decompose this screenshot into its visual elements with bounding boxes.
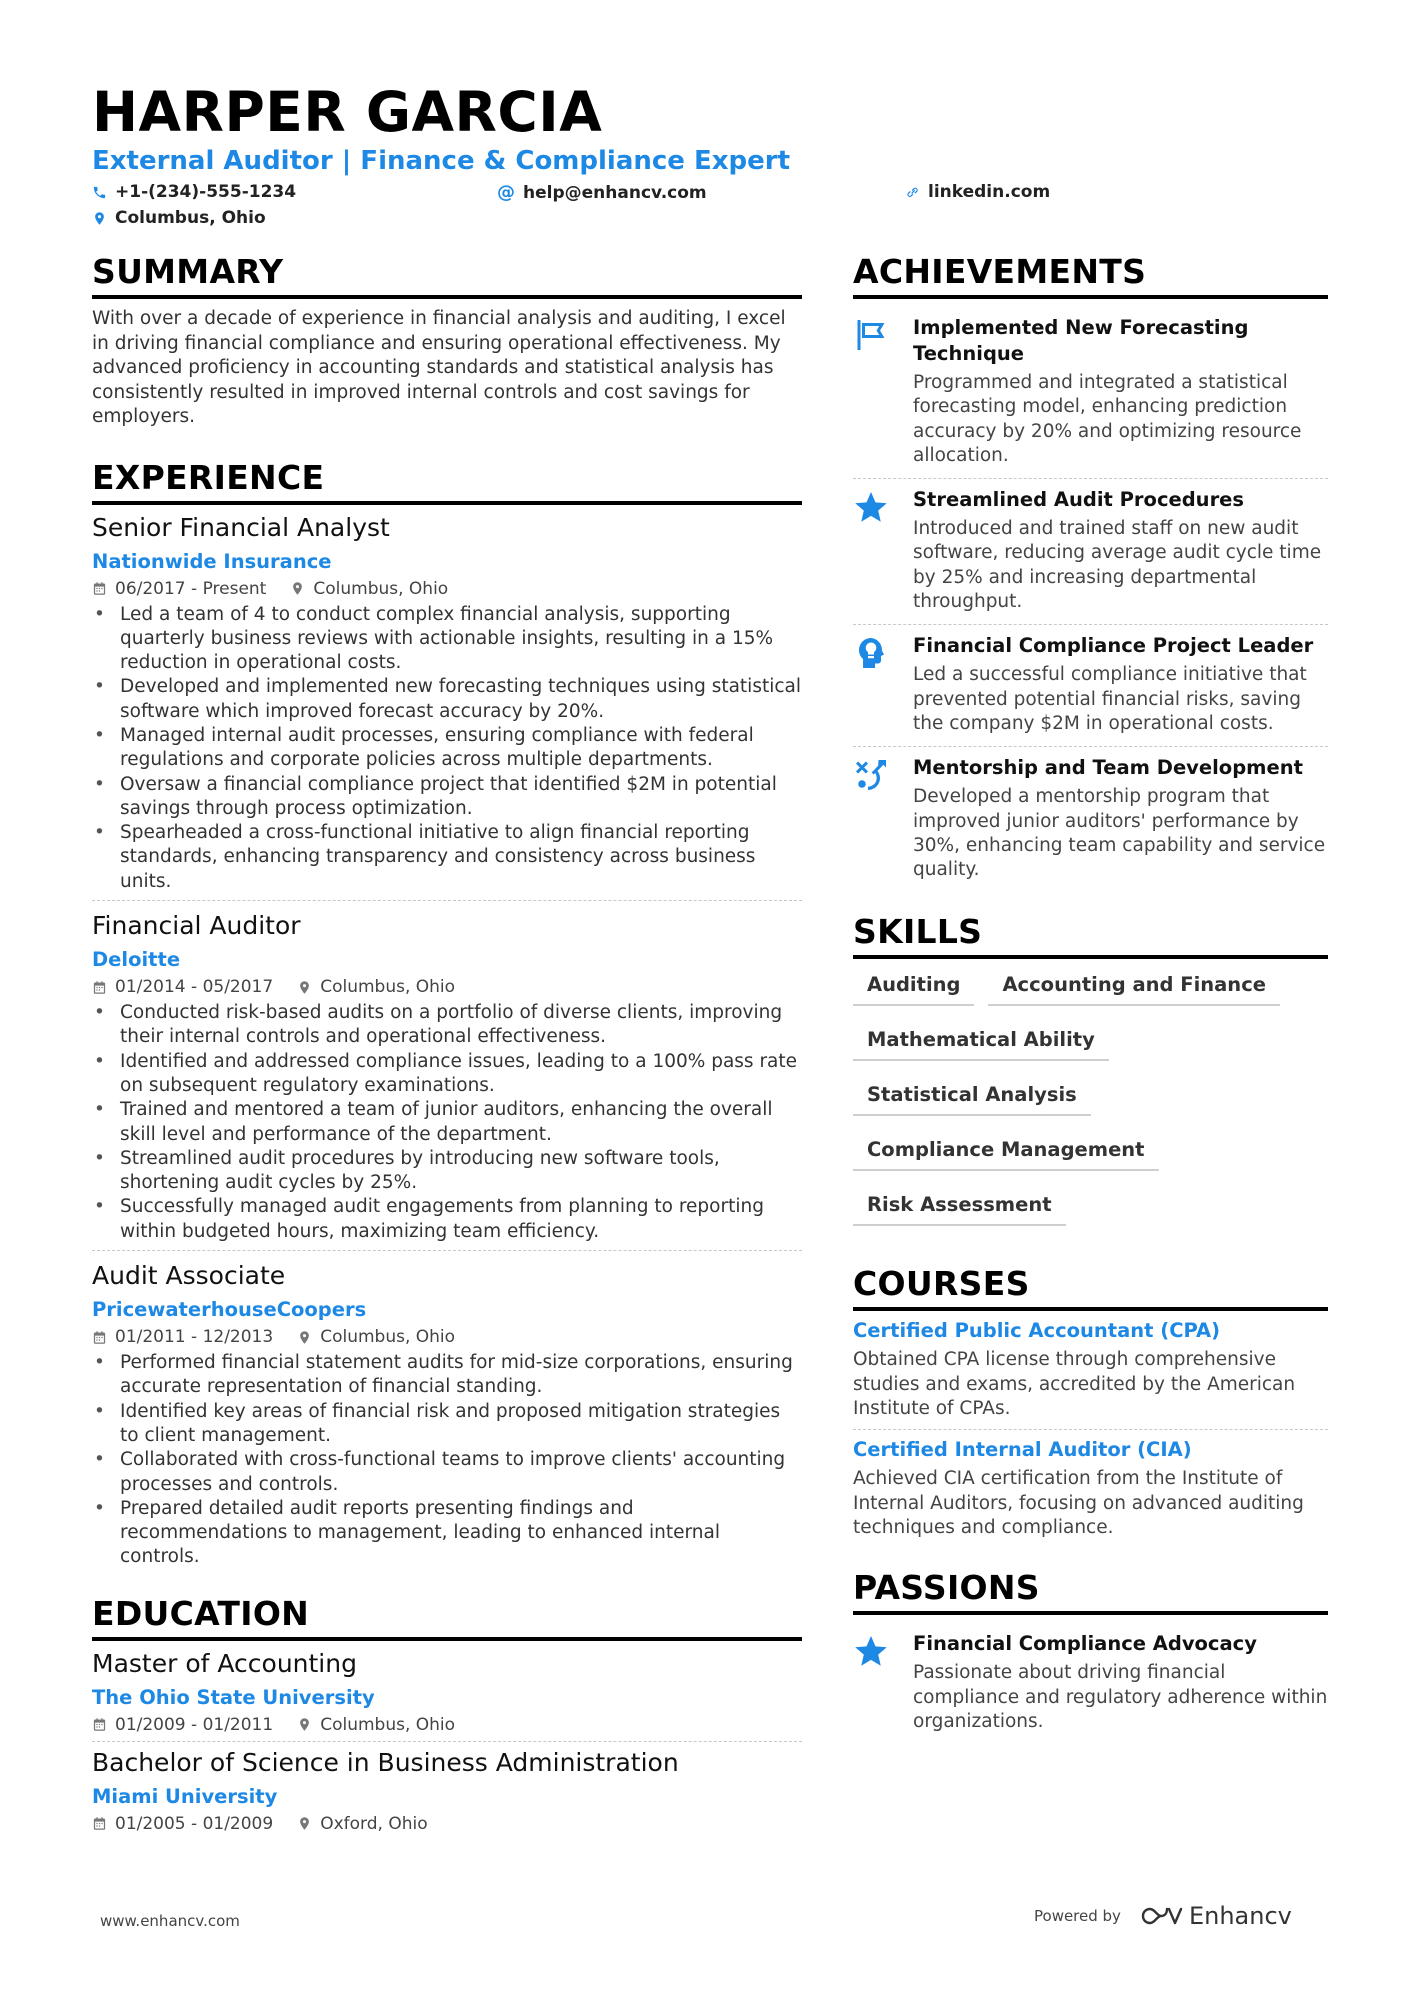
skills-list bbox=[853, 967, 1328, 1242]
phone-icon bbox=[92, 185, 107, 200]
job-bullet: • Led a team of 4 to conduct complex financial analysis, supporting quarterly business reviews with actionable insights, resulting in a 15% reduction in operational costs. bbox=[92, 603, 802, 676]
calendar-icon bbox=[92, 581, 107, 596]
achievement-desc: Led a successful compliance initiative that prevented potential financial risks, saving the company $2M in operational costs. bbox=[913, 664, 1307, 734]
passion-desc: Passionate about driving financial compliance and regulatory adherence within organizations. bbox=[913, 1662, 1328, 1732]
job-entry bbox=[92, 513, 802, 902]
job-bullet: • Streamlined audit procedures by introducing new software tools, shortening audit cycles by 25%. bbox=[92, 1147, 802, 1196]
achievement-item bbox=[853, 307, 1328, 479]
job-location: Columbus, Ohio bbox=[313, 578, 449, 599]
education-dates: 01/2005 - 01/2009 bbox=[115, 1813, 274, 1834]
job-meta bbox=[92, 977, 802, 997]
job-bullet: • Successfully managed audit engagements from planning to reporting within budgeted hours, maximizing team efficiency. bbox=[92, 1195, 802, 1244]
course-item bbox=[853, 1438, 1328, 1548]
left-column bbox=[92, 252, 802, 1846]
head-bulb-icon bbox=[853, 635, 889, 671]
job-entry bbox=[92, 1261, 802, 1576]
job-location: Columbus, Ohio bbox=[320, 1327, 456, 1348]
skill-tag: Compliance Management bbox=[853, 1132, 1159, 1171]
calendar-icon bbox=[92, 1717, 107, 1732]
skill-tag: Mathematical Ability bbox=[853, 1022, 1109, 1061]
strategy-icon bbox=[853, 757, 889, 793]
job-bullet: • Identified key areas of financial risk and proposed mitigation strategies to client management. bbox=[92, 1400, 802, 1449]
passion-item bbox=[853, 1623, 1328, 1744]
school-name: The Ohio State University bbox=[92, 1685, 375, 1709]
education-heading: EDUCATION bbox=[92, 1594, 802, 1641]
contact-email bbox=[497, 182, 707, 203]
achievement-title: Mentorship and Team Development bbox=[913, 756, 1303, 780]
job-bullets bbox=[92, 1351, 802, 1570]
calendar-icon bbox=[92, 1816, 107, 1831]
location-pin-icon bbox=[297, 980, 312, 995]
achievement-desc: Introduced and trained staff on new audit software, reducing average audit cycle time by 25% and increasing departmental throughput. bbox=[913, 518, 1322, 613]
at-icon: @ bbox=[497, 182, 515, 203]
achievement-desc: Developed a mentorship program that improved junior auditors' performance by 30%, enhancing team capability and service quality. bbox=[913, 786, 1326, 881]
skill-tag: Accounting and Finance bbox=[988, 967, 1280, 1006]
job-meta bbox=[92, 579, 802, 599]
location-pin-icon bbox=[290, 581, 305, 596]
summary-text: With over a decade of experience in financial analysis and auditing, I excel in driving financial compliance and ensuring operational effectiveness. My advanced proficiency in accounting standards and statistical analysis has consistently resulted in improved internal controls and cost savings for employers. bbox=[92, 308, 786, 427]
job-bullet: • Collaborated with cross-functional teams to improve clients' accounting processes and controls. bbox=[92, 1448, 802, 1497]
course-item bbox=[853, 1319, 1328, 1430]
footer-branding bbox=[1034, 1902, 1292, 1930]
footer-website[interactable]: www.enhancv.com bbox=[100, 1912, 240, 1930]
job-entry bbox=[92, 911, 802, 1251]
brand-logo[interactable] bbox=[1139, 1902, 1292, 1930]
job-meta bbox=[92, 1327, 802, 1347]
summary-heading: SUMMARY bbox=[92, 252, 802, 299]
job-dates: 06/2017 - Present bbox=[115, 578, 267, 599]
job-company: Deloitte bbox=[92, 948, 181, 972]
achievement-desc: Programmed and integrated a statistical forecasting model, enhancing prediction accuracy by 20% and optimizing resource allocation. bbox=[913, 372, 1302, 466]
course-desc: Obtained CPA license through comprehensive studies and exams, accredited by the American Institute of CPAs. bbox=[853, 1349, 1296, 1420]
achievement-item bbox=[853, 625, 1328, 747]
calendar-icon bbox=[92, 1330, 107, 1345]
job-bullet: • Developed and implemented new forecasting techniques using statistical software which improved forecast accuracy by 20%. bbox=[92, 675, 802, 724]
contact-phone bbox=[92, 182, 296, 202]
achievement-item bbox=[853, 479, 1328, 625]
brand-name: Enhancv bbox=[1188, 1902, 1292, 1930]
degree-title: Master of Accounting bbox=[92, 1648, 357, 1678]
skill-tag: Auditing bbox=[853, 967, 974, 1006]
education-entry bbox=[92, 1748, 802, 1840]
email-text[interactable]: help@enhancv.com bbox=[523, 182, 707, 203]
skills-heading: SKILLS bbox=[853, 912, 1328, 959]
education-location: Columbus, Ohio bbox=[320, 1714, 456, 1735]
calendar-icon bbox=[92, 980, 107, 995]
candidate-title: External Auditor | Finance & Compliance Expert bbox=[92, 146, 791, 176]
link-icon bbox=[905, 185, 920, 200]
course-title: Certified Internal Auditor (CIA) bbox=[853, 1438, 1192, 1462]
job-dates: 01/2014 - 05/2017 bbox=[115, 977, 274, 998]
experience-heading: EXPERIENCE bbox=[92, 458, 802, 505]
achievements-heading: ACHIEVEMENTS bbox=[853, 252, 1328, 299]
school-name: Miami University bbox=[92, 1784, 278, 1808]
powered-by-label: Powered by bbox=[1034, 1907, 1121, 1925]
job-dates: 01/2011 - 12/2013 bbox=[115, 1327, 274, 1348]
job-location: Columbus, Ohio bbox=[320, 977, 456, 998]
passions-heading: PASSIONS bbox=[853, 1568, 1328, 1615]
education-meta bbox=[92, 1715, 802, 1735]
achievement-title: Implemented New Forecasting Technique bbox=[913, 316, 1249, 365]
job-title: Financial Auditor bbox=[92, 911, 301, 941]
contact-location bbox=[92, 208, 266, 228]
candidate-name: HARPER GARCIA bbox=[92, 80, 603, 144]
job-bullet: • Performed financial statement audits for mid-size corporations, ensuring accurate representation of financial standing. bbox=[92, 1351, 802, 1400]
job-bullet: • Oversaw a financial compliance project that identified $2M in potential savings through process optimization. bbox=[92, 773, 802, 822]
achievement-title: Financial Compliance Project Leader bbox=[913, 634, 1314, 658]
job-bullets bbox=[92, 1001, 802, 1244]
job-bullet: • Trained and mentored a team of junior auditors, enhancing the overall skill level and performance of the department. bbox=[92, 1098, 802, 1147]
job-bullets bbox=[92, 603, 802, 895]
enhancv-logo-icon bbox=[1139, 1904, 1183, 1928]
job-bullet: • Conducted risk-based audits on a portfolio of diverse clients, improving their internal controls and operational effectiveness. bbox=[92, 1001, 802, 1050]
courses-heading: COURSES bbox=[853, 1264, 1328, 1311]
course-title: Certified Public Accountant (CPA) bbox=[853, 1319, 1221, 1343]
education-meta bbox=[92, 1814, 802, 1834]
job-bullet: • Prepared detailed audit reports presenting findings and recommendations to management, leading to enhanced internal controls. bbox=[92, 1497, 802, 1570]
achievement-item bbox=[853, 747, 1328, 892]
education-dates: 01/2009 - 01/2011 bbox=[115, 1714, 274, 1735]
education-entry bbox=[92, 1649, 802, 1742]
job-company: PricewaterhouseCoopers bbox=[92, 1298, 367, 1322]
linkedin-text[interactable]: linkedin.com bbox=[928, 182, 1051, 202]
degree-title: Bachelor of Science in Business Administration bbox=[92, 1747, 679, 1777]
job-bullet: • Spearheaded a cross-functional initiative to align financial reporting standards, enhancing transparency and consistency across business units. bbox=[92, 821, 802, 894]
education-location: Oxford, Ohio bbox=[320, 1813, 428, 1834]
star-icon bbox=[853, 1633, 889, 1669]
location-text: Columbus, Ohio bbox=[115, 208, 266, 228]
contact-linkedin bbox=[905, 182, 1050, 202]
skill-tag: Statistical Analysis bbox=[853, 1077, 1091, 1116]
star-icon bbox=[853, 489, 889, 525]
course-desc: Achieved CIA certification from the Institute of Internal Auditors, focusing on advanced auditing techniques and compliance. bbox=[853, 1468, 1304, 1538]
job-bullet: • Identified and addressed compliance issues, leading to a 100% pass rate on subsequent regulatory examinations. bbox=[92, 1050, 802, 1099]
job-title: Senior Financial Analyst bbox=[92, 512, 390, 542]
phone-text: +1-(234)-555-1234 bbox=[115, 182, 297, 202]
flag-icon bbox=[853, 317, 889, 353]
job-bullet: • Managed internal audit processes, ensuring compliance with federal regulations and corporate policies across multiple departments. bbox=[92, 724, 802, 773]
job-company: Nationwide Insurance bbox=[92, 549, 332, 573]
location-pin-icon bbox=[297, 1717, 312, 1732]
right-column bbox=[853, 252, 1328, 1744]
location-pin-icon bbox=[297, 1330, 312, 1345]
skill-tag: Risk Assessment bbox=[853, 1187, 1066, 1226]
location-pin-icon bbox=[297, 1816, 312, 1831]
job-title: Audit Associate bbox=[92, 1261, 286, 1291]
achievement-title: Streamlined Audit Procedures bbox=[913, 488, 1245, 512]
passion-title: Financial Compliance Advocacy bbox=[913, 1632, 1257, 1656]
location-pin-icon bbox=[92, 211, 107, 226]
